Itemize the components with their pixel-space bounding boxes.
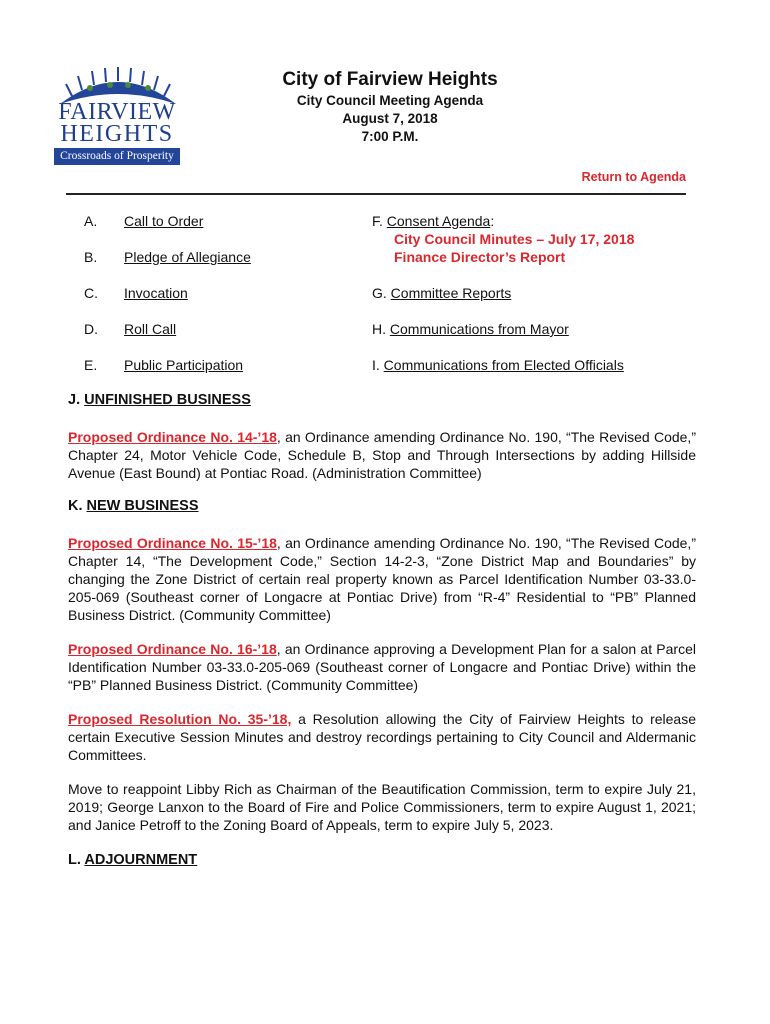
agenda-item-a — [84, 212, 203, 230]
city-logo — [50, 66, 186, 170]
agenda-item-d — [84, 320, 176, 338]
agenda-item-f — [372, 212, 494, 230]
agenda-link-consent-agenda[interactable]: Consent Agenda — [386, 213, 491, 229]
agenda-link-invocation[interactable]: Invocation — [124, 285, 188, 301]
meeting-time: 7:00 P.M. — [361, 129, 419, 144]
logo-text-heights: HEIGHTS — [60, 121, 174, 147]
section-letter: J. — [68, 392, 81, 408]
item-letter: G. — [372, 285, 387, 301]
ordinance-15-paragraph — [68, 534, 696, 624]
item-letter: H. — [372, 321, 386, 337]
item-letter: A. — [84, 213, 98, 229]
section-heading: NEW BUSINESS — [86, 498, 199, 514]
resolution-35-text: a Resolution allowing the City of Fairview Heights to release certain Executive Session Minutes and destroy recordings pertaining to City Council and Aldermanic Committees. — [68, 711, 696, 763]
agenda-item-b — [84, 248, 251, 266]
consent-item-finance-report[interactable]: Finance Director’s Report — [394, 249, 566, 265]
logo-text-fairview: FAIRVIEW — [58, 99, 176, 125]
item-suffix: : — [490, 213, 495, 229]
resolution-35-paragraph — [68, 710, 696, 764]
agenda-item-g — [372, 284, 511, 302]
agenda-link-call-to-order[interactable]: Call to Order — [124, 213, 204, 229]
agenda-item-e — [84, 356, 243, 374]
agenda-link-committee-reports[interactable]: Committee Reports — [390, 285, 512, 301]
ordinance-14-text: , an Ordinance amending Ordinance No. 190, “The Revised Code,” Chapter 24, Motor Vehicle Code, Schedule B, Stop and Through Intersections by adding Hillside Avenue (East Bound) at Pontiac Road. (Administration Committee) — [68, 429, 696, 481]
section-letter: L. — [68, 852, 81, 868]
item-letter: F. — [372, 213, 383, 229]
ordinance-16-paragraph — [68, 640, 696, 694]
meeting-date: August 7, 2018 — [342, 111, 438, 126]
item-letter: E. — [84, 357, 98, 373]
agenda-item-i — [372, 356, 624, 374]
reappointment-paragraph: Move to reappoint Libby Rich as Chairman of the Beautification Commission, term to expire July 21, 2019; George Lanxon to the Board of Fire and Police Commissioners, term to expire August 1, 2021; and Janice Petroff to the Zoning Board of Appeals, term to expire July 5, 2023. — [68, 781, 696, 833]
page-title: City of Fairview Heights — [282, 69, 498, 90]
meeting-subtitle: City Council Meeting Agenda — [296, 93, 484, 108]
ordinance-16-link[interactable]: Proposed Ordinance No. 16-’18 — [68, 641, 277, 657]
item-letter: I. — [372, 357, 380, 373]
logo-tagline: Crossroads of Prosperity — [54, 148, 180, 165]
return-to-agenda-link[interactable]: Return to Agenda — [581, 170, 686, 184]
section-new-business — [68, 498, 199, 514]
section-unfinished-business — [68, 392, 251, 408]
agenda-link-communications-mayor[interactable]: Communications from Mayor — [389, 321, 569, 337]
agenda-item-h — [372, 320, 569, 338]
agenda-link-public-participation[interactable]: Public Participation — [124, 357, 244, 373]
agenda-link-pledge[interactable]: Pledge of Allegiance — [124, 249, 251, 265]
ordinance-14-paragraph — [68, 428, 696, 482]
section-heading: UNFINISHED BUSINESS — [84, 392, 251, 408]
section-adjournment — [68, 852, 197, 868]
ordinance-15-link[interactable]: Proposed Ordinance No. 15-’18 — [68, 535, 277, 551]
agenda-link-roll-call[interactable]: Roll Call — [124, 321, 177, 337]
section-heading: ADJOURNMENT — [84, 852, 198, 868]
section-letter: K. — [68, 498, 83, 514]
ordinance-15-text: , an Ordinance amending Ordinance No. 190, “The Revised Code,” Chapter 14, “The Development Code,” Section 14-2-3, “Zone District Map and Boundaries” by changing the Zone District of certain real property known as Parcel Identification Number 03-33.0-205-069 (Southeast corner of Longacre at Pontiac Drive) from “R-4” Residential to “PB” Planned Business District. (Community Committee) — [68, 535, 696, 623]
agenda-header — [230, 68, 550, 146]
ordinance-14-link[interactable]: Proposed Ordinance No. 14-’18 — [68, 429, 277, 445]
resolution-35-link[interactable]: Proposed Resolution No. 35-’18, — [68, 711, 292, 727]
header-divider — [66, 193, 686, 195]
consent-item-minutes[interactable]: City Council Minutes – July 17, 2018 — [394, 231, 635, 247]
agenda-link-communications-officials[interactable]: Communications from Elected Officials — [383, 357, 624, 373]
ordinance-16-text: , an Ordinance approving a Development Plan for a salon at Parcel Identification Number 03-33.0-205-069 (Southeast corner of Longacre and Pontiac Drive) within the “PB” Planned Business District. (Community Committee) — [68, 641, 696, 693]
item-letter: B. — [84, 249, 98, 265]
agenda-item-c — [84, 284, 188, 302]
item-letter: C. — [84, 285, 98, 301]
item-letter: D. — [84, 321, 98, 337]
